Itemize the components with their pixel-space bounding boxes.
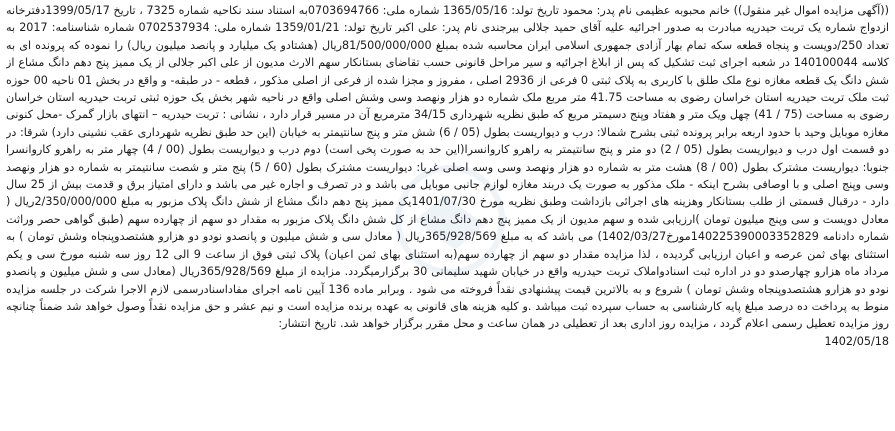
notice-body: ((آگهی مزایده اموال غیر منقول)) خانم محبوبه عظیمی نام پدر: محمود تاریخ تولد: 1365/05/16 شماره ملی: 0703694766به استناد سند نکاحیه شماره 7325 ، تاریخ 1399/05/17دفترخانه ازدواج شماره یک تربت حیدریه مبادرت به صدور اجرائیه علیه آقای حمید جلالی بیرجندی نام پدر: علی اکبر تاریخ تولد: 1359/01/21 شماره ملی: 0702537934 شماره شناسنامه: 2017 به تعداد 250/دویست و پنجاه قطعه سکه تمام بهار آزادی جمهوری اسلامی ایران محاسبه شده بمبلغ 81/500/000/000ریال (هشتادو یک میلیارد و پانصد میلیون ریال) را نموده که پرونده ای به کلاسه 140100044 در شعبه اجرای ثبت تشکیل که پس از ابلاغ اجرائیه و سیر مراحل قانونی حسب تقاضای بستانکار سهم الارث مدیون از علی اکبر جلالی از یک ممیز پنج دهم دانگ مشاع از شش دانگ یک قطعه مغازه نوع ملک طلق با کاربری به پلاک ثبتی 0 فرعی از 2936 اصلی ، مفروز و مجزا شده از فرعی از اصلی مذکور ، قطعه - در طبقه- و واقع در بخش 01 ناحیه 00 حوزه ثبت ملک تربت حیدریه استان خراسان رضوی به مساحت 41.75 متر مربع ملک شماره دو هزار ونهصد وسی وشش اصلی واقع در ناحیه شهر بخش یک حوزه ثبتی تربت حیدریه استان خراسان رضوی به مساحت (75 / 41) چهل ویک متر و هفتاد وپنج دسیمتر مربع که طبق نظریه شهرداری 34/15 مترمربع آن در مسیر قرار دارد ، نشانی : تربت حیدریه – انتهای بازار گمرک -محل کنونی مغازه موبایل وحید با حدود اربعه برابر پرونده ثبتی بشرح شمالا: درب و دیواریست بطول (05 / 6) شش متر و پنج سانتیمتر به خیابان (این حد طبق نظریه شهرداری عقب نشینی دارد) شرقا: در دو قسمت اول درب و دیواریست بطول (05 / 2) دو متر و پنج سانتیمتر به راهرو کاروانسرا(این حد به صورت پخی است) دوم درب و دیواریست بطول (00 / 4) چهار متر به راهرو کاروانسرا جنوبا: دیواریست مشترک بطول (00 / 8) هشت متر به شماره دو هزار ونهصد وسی وسه اصلی غربا: دیواریست مشترک بطول (60 / 5) پنج متر و شصت سانتیمتر به شماره دو هزار ونهصد وسی وپنج اصلی و با اوصافی بشرح اینکه - ملک مذکور به صورت یک دربند مغازه لوازم جانبی موبایل می باشد و در تصرف و اجاره غیر می باشد و دارای امتیاز برق و قدمت بیش از 25 سال دارد - درقبال قسمتی از طلب بستانکار وهزینه های اجرائی بازداشت وطبق نظریه مورخ 1401/07/30یک ممیز پنج دهم دانگ مشاع از شش دانگ پلاک مزبور به مبلغ 2/350/000/000ریال ( معادل دویست و سی وپنج میلیون تومان )ارزیابی شده و سهم مدیون از یک ممیز پنج دهم دانگ مشاع از کل شش دانگ پلاک مزبور به مقدار دو سهم از چهارده سهم (طبق گواهی حصر وراثت شماره دادنامه 140225390003352829مورخ1402/03/27) می باشد که به مبلغ 365/928/569ریال ( معادل سی و شش میلیون و پانصدو نودو دو هزارو هشتصدوپنجاه وشش تومان ) به استثنای بهای ثمن عرصه و اعیان ارزیابی گردیده ، لذا مزایده مقدار دو سهم از چهارده سهم(به استثنای بهای ثمن اعیان) پلاک ثبتی فوق از ساعت 9 الی 12 روز سه شنبه مورخ سی و یکم مرداد ماه هزارو چهارصدو دو در اداره ثبت اسنادواملاک تربت حیدریه واقع در خیابان شهید سلیمانی 30 برگزارمیگردد. مزایده از مبلغ 365/928/569ریال (معادل سی و شش میلیون و پانصدو نودو دو هزارو هشتصدوپنجاه وشش تومان ) شروع و به بالاترین قیمت پیشنهادی نقداً فروخته می شود . وبرابر ماده 136 آیین نامه اجرای مفاداسنادرسمی لازم الاجرا شرکت در جلسه مزایده منوط به پرداخت ده درصد مبلغ پایه کارشناسی به حساب سپرده ثبت میباشد .و کلیه هزینه های قانونی به عهده برنده مزایده است و نیم عشر و حق مزایده نقداً وصول خواهد شد ضمناً چنانچه روز مزایده تعطیل رسمی اعلام گردد ، مزایده روز اداری بعد از تعطیلی در همان ساعت و محل مقرر برگزار خواهد شد. تاریخ انتشار: <box>6 4 889 331</box>
auction-notice <box>6 2 889 430</box>
publish-date: 1402/05/18 <box>824 334 889 348</box>
